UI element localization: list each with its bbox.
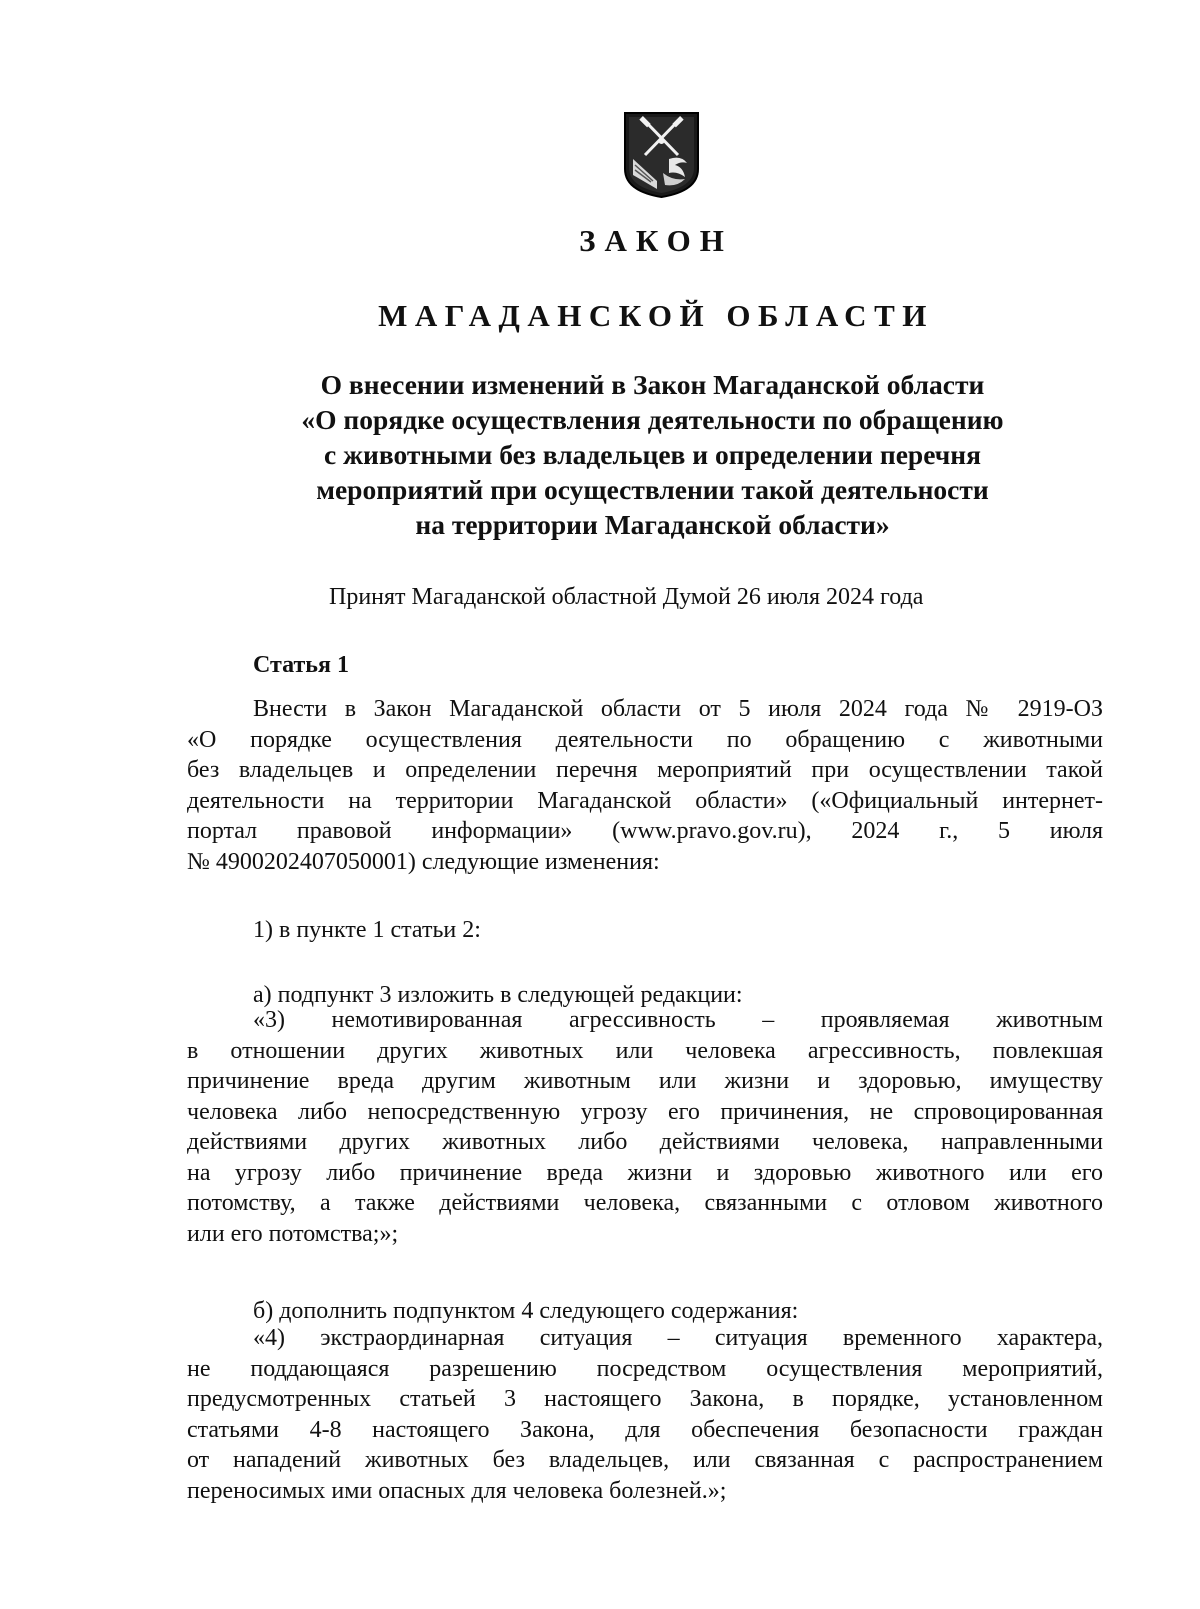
heading-line: О внесении изменений в Закон Магаданской области — [320, 369, 985, 400]
paragraph-line: деятельности на территории Магаданской области» («Официальный интернет- — [187, 787, 1103, 814]
paragraph-line: портал правовой информации» (www.pravo.gov.ru), 2024 г., 5 июля — [187, 818, 1103, 844]
sub-item-b-text — [187, 1323, 1103, 1506]
region-title: МАГАДАНСКОЙ ОБЛАСТИ — [378, 298, 934, 333]
paragraph-line: «4) экстраординарная ситуация – ситуация временного характера, — [253, 1325, 1103, 1351]
paragraph-line: от нападений животных без владельцев, или связанная с распространением — [187, 1447, 1103, 1473]
adoption-note: Принят Магаданской областной Думой 26 июля 2024 года — [329, 584, 924, 610]
article-title: Статья 1 — [253, 652, 349, 678]
law-heading — [240, 367, 1065, 542]
paragraph-line: потомству, а также действиями человека, связанными с отловом животного — [187, 1190, 1103, 1216]
paragraph-line: переносимых ими опасных для человека болезней.»; — [187, 1477, 727, 1504]
heading-line: с животными без владельцев и определении перечня — [324, 439, 981, 470]
sub-item-b: б) дополнить подпунктом 4 следующего содержания: — [253, 1298, 799, 1324]
item-1: 1) в пункте 1 статьи 2: — [253, 917, 481, 943]
heading-line: на территории Магаданской области» — [415, 509, 890, 540]
paragraph-line: предусмотренных статьей 3 настоящего Закона, в порядке, установленном — [187, 1386, 1103, 1412]
paragraph-line: не поддающаяся разрешению посредством осуществления мероприятий, — [187, 1355, 1103, 1382]
intro-paragraph — [187, 694, 1103, 877]
paragraph-line: «3) немотивированная агрессивность – проявляемая животным — [253, 1007, 1103, 1033]
sub-item-a-text — [187, 1005, 1103, 1249]
paragraph-line: Внести в Закон Магаданской области от 5 июля 2024 года № 2919-ОЗ — [253, 696, 1103, 722]
paragraph-line: без владельцев и определении перечня мероприятий при осуществлении такой — [187, 757, 1103, 783]
paragraph-line: статьями 4-8 настоящего Закона, для обеспечения безопасности граждан — [187, 1416, 1103, 1443]
heading-line: мероприятий при осуществлении такой деятельности — [316, 474, 989, 505]
paragraph-line: причинение вреда другим животным или жизни и здоровью, имуществу — [187, 1068, 1103, 1094]
sub-item-a: а) подпункт 3 изложить в следующей редакции: — [253, 982, 743, 1008]
paragraph-line: или его потомства;»; — [187, 1220, 399, 1247]
paragraph-line: действиями других животных либо действиями человека, направленными — [187, 1129, 1103, 1155]
paragraph-line: в отношении других животных или человека агрессивность, повлекшая — [187, 1037, 1103, 1064]
heading-line: «О порядке осуществления деятельности по обращению — [301, 404, 1004, 435]
paragraph-line: № 4900202407050001) следующие изменения: — [187, 848, 660, 875]
paragraph-line: «О порядке осуществления деятельности по обращению с животными — [187, 726, 1103, 753]
coat-of-arms-icon — [623, 111, 700, 198]
law-title: ЗАКОН — [579, 223, 733, 258]
paragraph-line: на угрозу либо причинение вреда жизни и здоровью животного или его — [187, 1159, 1103, 1186]
paragraph-line: человека либо непосредственную угрозу его причинения, не спровоцированная — [187, 1098, 1103, 1125]
